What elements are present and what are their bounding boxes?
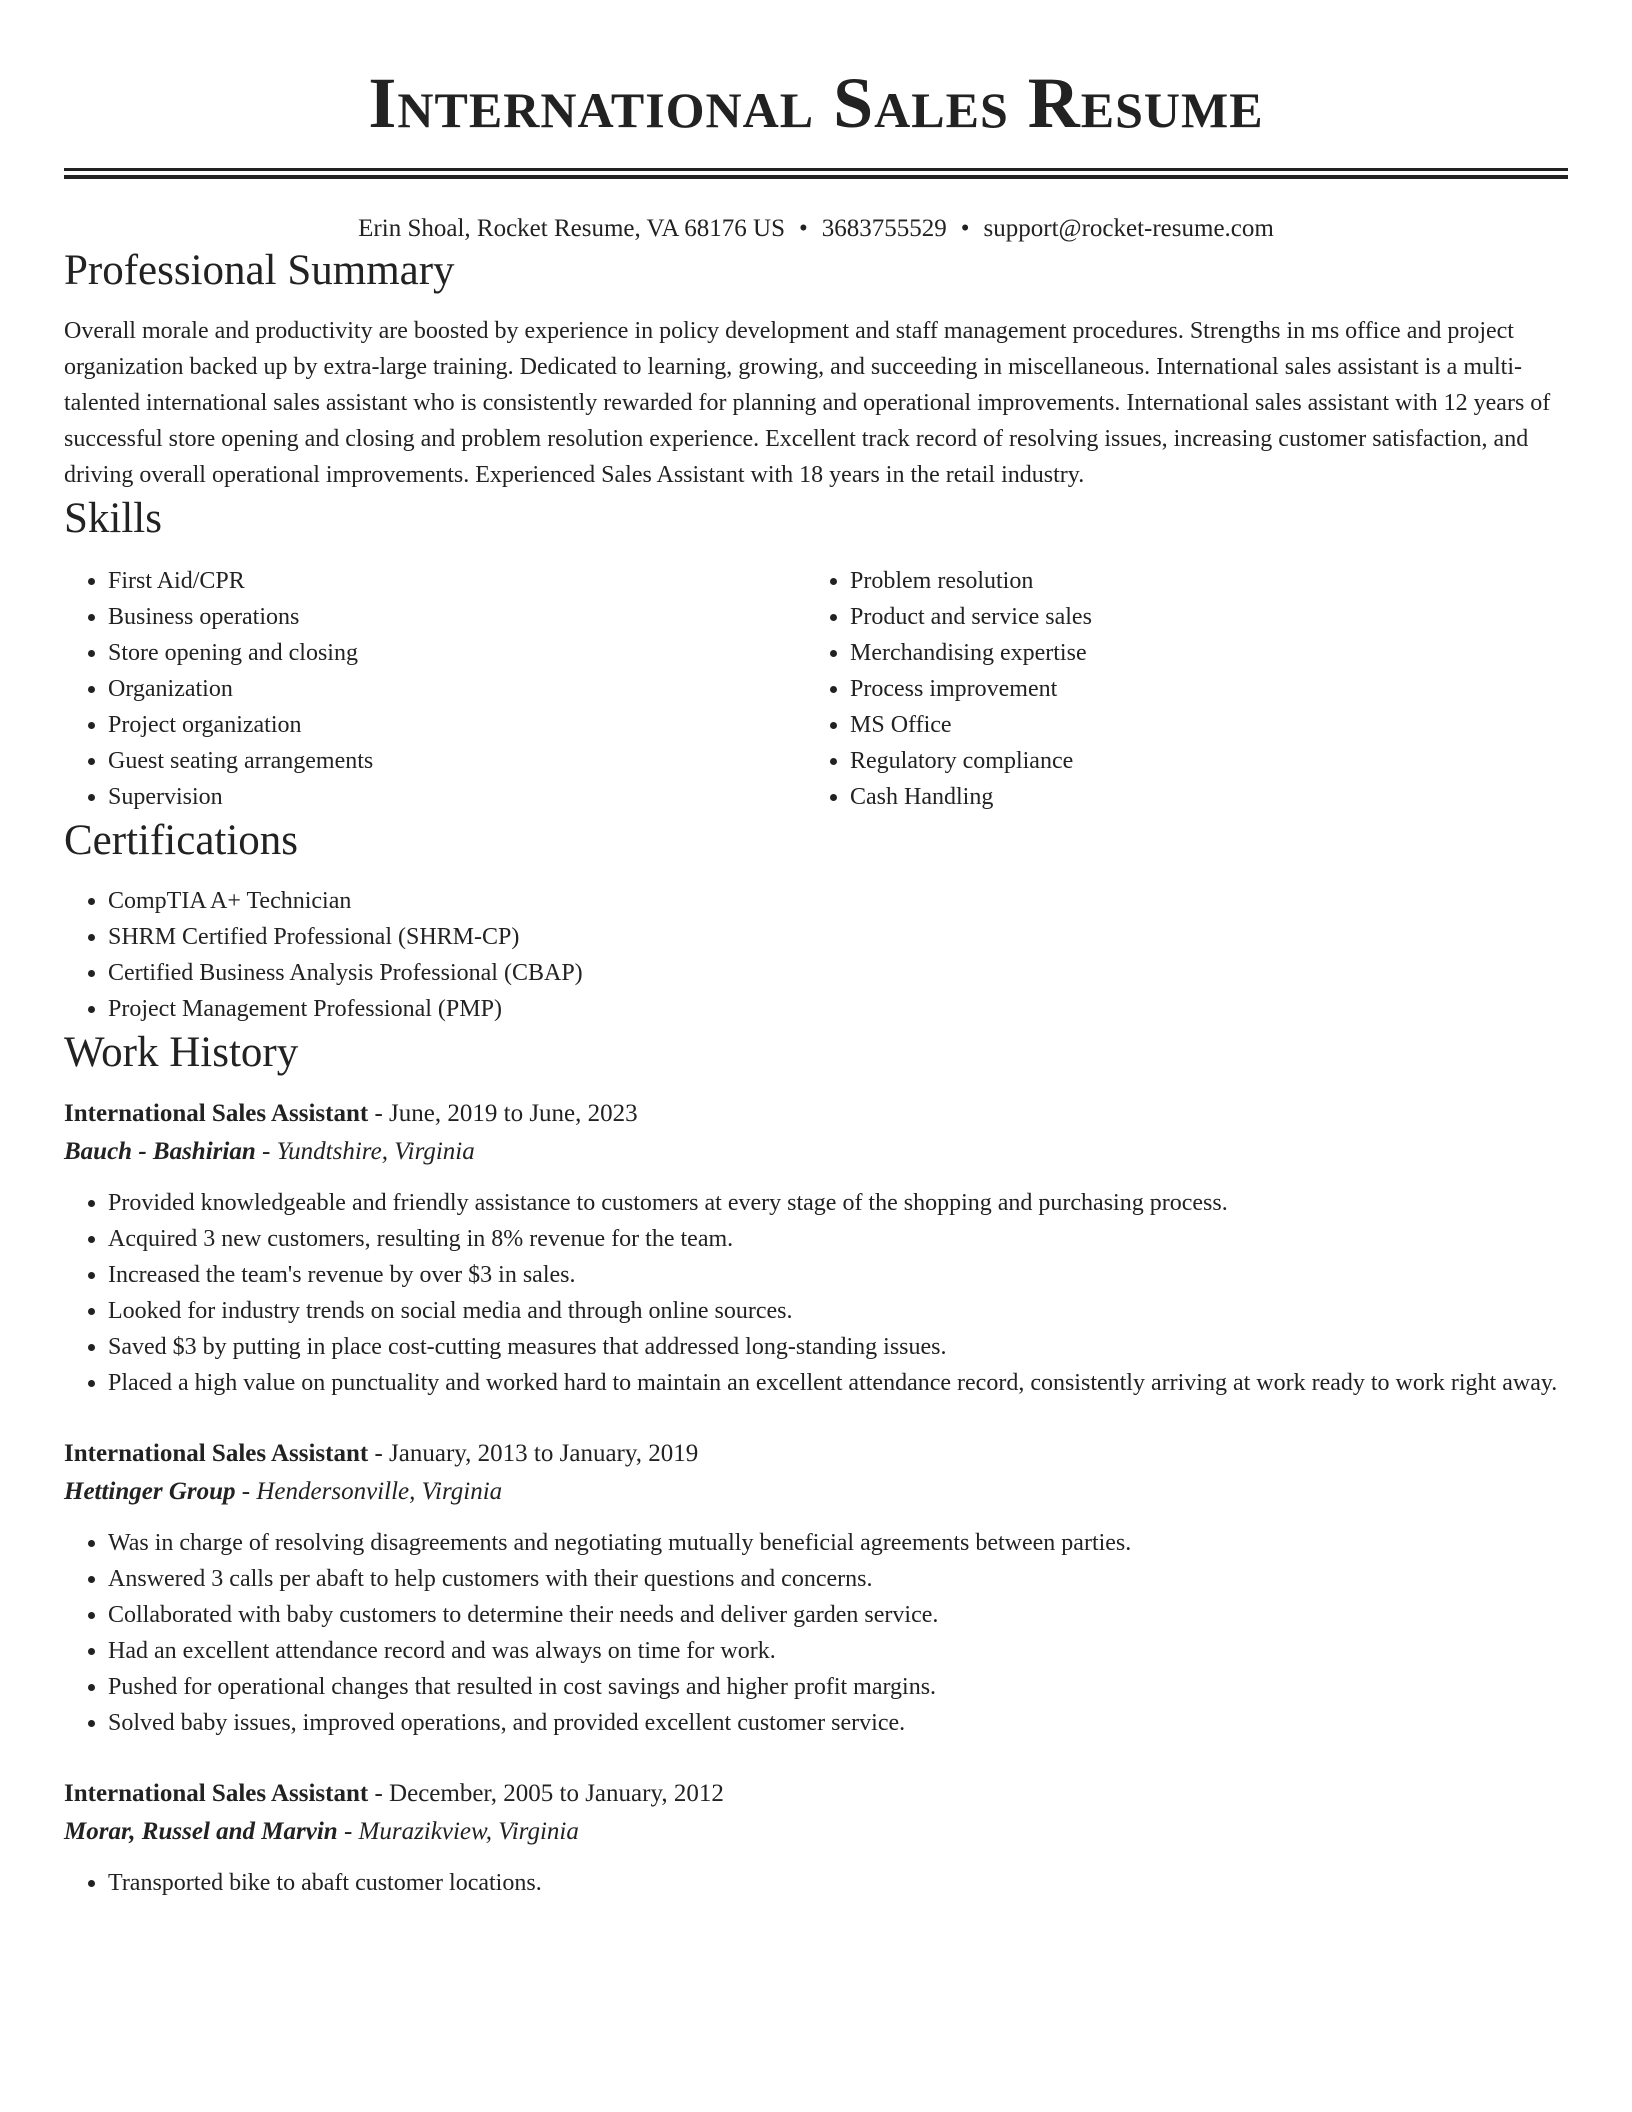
job-company: Hettinger Group [64, 1478, 236, 1505]
job-duties-list [64, 1185, 1568, 1401]
job-entry [64, 1095, 1568, 1401]
job-location: - Murazikview, Virginia [337, 1818, 579, 1845]
job-title-line [64, 1435, 1568, 1473]
job-duties-list [64, 1525, 1568, 1741]
skills-list-left [64, 563, 806, 815]
skill-item: • Product and service sales [850, 599, 1548, 635]
certifications-heading: Certifications [64, 817, 299, 864]
skill-item: • Merchandising expertise [850, 635, 1548, 671]
job-company-line [64, 1133, 1568, 1171]
job-dates: - January, 2013 to January, 2019 [368, 1440, 699, 1467]
certification-item: • Certified Business Analysis Professional (CBAP) [108, 955, 1568, 991]
job-company-line [64, 1473, 1568, 1511]
job-duty-item: • Provided knowledgeable and friendly assistance to customers at every stage of the shopping and purchasing process. [108, 1185, 1568, 1221]
contact-phone: 3683755529 [821, 215, 947, 242]
job-title-line [64, 1095, 1568, 1133]
job-duty-item: • Had an excellent attendance record and was always on time for work. [108, 1633, 1568, 1669]
job-location: - Yundtshire, Virginia [255, 1138, 475, 1165]
contact-separator: • [799, 215, 808, 242]
summary-text: Overall morale and productivity are boosted by experience in policy development and staff management procedures. Strengths in ms office and project organization backed up by extra-large training. Dedicated to learning, growing, and succeeding in miscellaneous. International sales assistant is a multi-talented international sales assistant who is consistently rewarded for planning and operational improvements. International sales assistant with 12 years of successful store opening and closing and problem resolution experience. Excellent track record of resolving issues, increasing customer satisfaction, and driving overall operational improvements. Experienced Sales Assistant with 18 years in the retail industry. [64, 318, 1551, 488]
summary-heading: Professional Summary [64, 247, 455, 294]
skill-item: • Process improvement [850, 671, 1548, 707]
job-company: Morar, Russel and Marvin [64, 1818, 338, 1845]
job-duty-item: • Solved baby issues, improved operations, and provided excellent customer service. [108, 1705, 1568, 1741]
resume-page [64, 0, 1568, 1901]
job-entry [64, 1435, 1568, 1741]
skill-item: • MS Office [850, 707, 1548, 743]
title-double-rule [64, 168, 1568, 179]
job-duty-item: • Was in charge of resolving disagreements and negotiating mutually beneficial agreements between parties. [108, 1525, 1568, 1561]
job-duty-item: • Transported bike to abaft customer locations. [108, 1865, 1568, 1901]
job-duty-item: • Increased the team's revenue by over $3 in sales. [108, 1257, 1568, 1293]
work-history-heading: Work History [64, 1029, 299, 1076]
job-title: International Sales Assistant [64, 1100, 369, 1127]
contact-address: Erin Shoal, Rocket Resume, VA 68176 US [358, 215, 786, 242]
job-title: International Sales Assistant [64, 1440, 369, 1467]
skill-item: • Store opening and closing [108, 635, 806, 671]
contact-email[interactable]: support@rocket-resume.com [983, 215, 1274, 242]
job-entry [64, 1775, 1568, 1901]
job-duty-item: • Looked for industry trends on social media and through online sources. [108, 1293, 1568, 1329]
job-duties-list [64, 1865, 1568, 1901]
skill-item: • Cash Handling [850, 779, 1548, 815]
job-dates: - December, 2005 to January, 2012 [368, 1780, 724, 1807]
job-company: Bauch - Bashirian [64, 1138, 256, 1165]
job-duty-item: • Saved $3 by putting in place cost-cutting measures that addressed long-standing issues. [108, 1329, 1568, 1365]
job-dates: - June, 2019 to June, 2023 [368, 1100, 638, 1127]
job-duty-item: • Answered 3 calls per abaft to help customers with their questions and concerns. [108, 1561, 1568, 1597]
job-duty-item: • Acquired 3 new customers, resulting in 8% revenue for the team. [108, 1221, 1568, 1257]
skill-item: • First Aid/CPR [108, 563, 806, 599]
skills-heading: Skills [64, 495, 162, 542]
skills-list-right [806, 563, 1548, 815]
skill-item: • Project organization [108, 707, 806, 743]
contact-separator: • [960, 215, 970, 242]
job-duty-item: • Pushed for operational changes that resulted in cost savings and higher profit margins. [108, 1669, 1568, 1705]
certification-item: • Project Management Professional (PMP) [108, 991, 1568, 1027]
resume-title: International Sales Resume [368, 63, 1264, 143]
skill-item: • Guest seating arrangements [108, 743, 806, 779]
job-title-line [64, 1775, 1568, 1813]
job-title: International Sales Assistant [64, 1780, 369, 1807]
job-duty-item: • Collaborated with baby customers to determine their needs and deliver garden service. [108, 1597, 1568, 1633]
certification-item: • SHRM Certified Professional (SHRM-CP) [108, 919, 1568, 955]
job-company-line [64, 1813, 1568, 1851]
skill-item: • Business operations [108, 599, 806, 635]
skills-columns [64, 563, 1568, 815]
contact-line [64, 213, 1568, 245]
certification-item: • CompTIA A+ Technician [108, 883, 1568, 919]
job-location: - Hendersonville, Virginia [235, 1478, 503, 1505]
skill-item: • Regulatory compliance [850, 743, 1548, 779]
skill-item: • Organization [108, 671, 806, 707]
job-duty-item: • Placed a high value on punctuality and worked hard to maintain an excellent attendance record, consistently arriving at work ready to work right away. [108, 1365, 1568, 1401]
certifications-list [64, 883, 1568, 1027]
skill-item: • Supervision [108, 779, 806, 815]
skill-item: • Problem resolution [850, 563, 1548, 599]
